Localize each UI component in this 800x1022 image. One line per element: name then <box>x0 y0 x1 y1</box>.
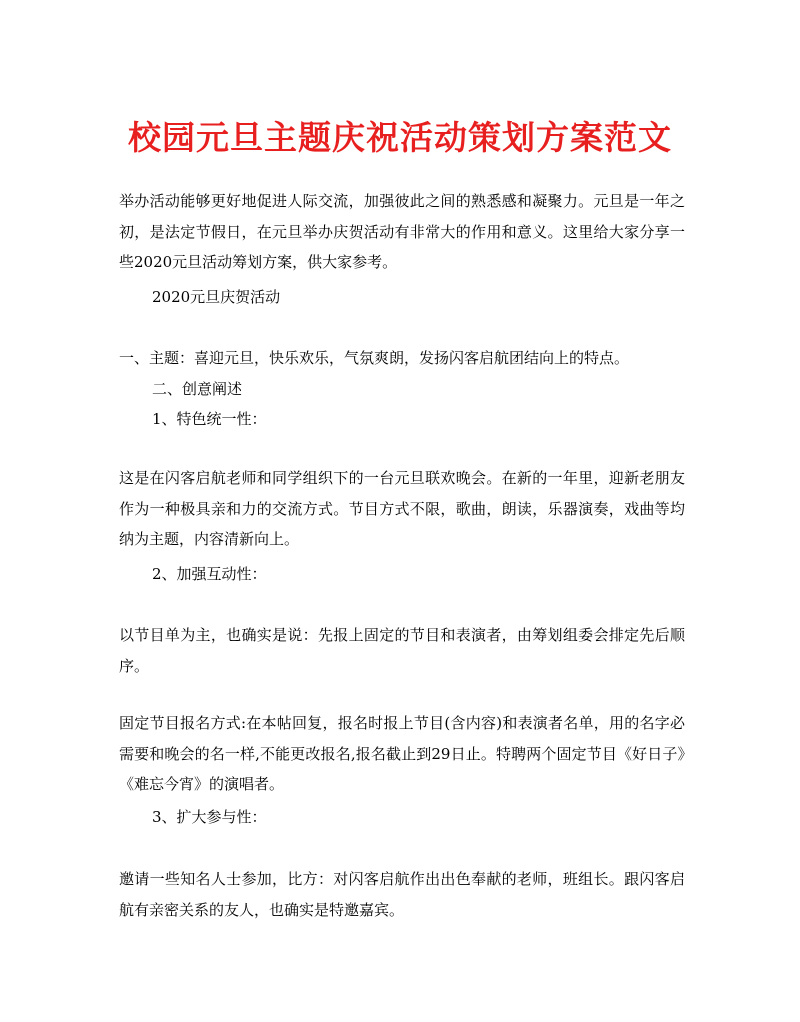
feature-paragraph: 这是在闪客启航老师和同学组织下的一台元旦联欢晚会。在新的一年里，迎新老朋友作为一种极具亲和力的交流方式。节目方式不限，歌曲，朗读，乐器演奏，戏曲等均纳为主题，内容清新向上。 <box>119 469 685 548</box>
intro-paragraph: 举办活动能够更好地促进人际交流，加强彼此之间的熟悉感和凝聚力。元旦是一年之初，是法定节假日，在元旦举办庆贺活动有非常大的作用和意义。这里给大家分享一些2020元旦活动筹划方案，供大家参考。 <box>119 192 685 271</box>
theme-paragraph: 一、主题：喜迎元旦，快乐欢乐，气氛爽朗，发扬闪客启航团结向上的特点。 <box>119 349 630 367</box>
document-title: 校园元旦主题庆祝活动策划方案范文 <box>128 118 672 157</box>
subheading-feature: 1、特色统一性： <box>152 410 267 428</box>
interaction-paragraph: 以节目单为主，也确实是说：先报上固定的节目和表演者，由筹划组委会排定先后顺序。 <box>119 626 685 675</box>
subheading-interaction: 2、加强互动性： <box>152 565 267 583</box>
participation-paragraph: 邀请一些知名人士参加，比方：对闪客启航作出出色奉献的老师，班组长。跟闪客启航有亲密关系的友人，也确实是特邀嘉宾。 <box>119 870 685 919</box>
section-heading-creative: 二、创意阐述 <box>152 380 243 398</box>
subheading-2020: 2020元旦庆贺活动 <box>152 288 281 306</box>
signup-paragraph: 固定节目报名方式:在本帖回复，报名时报上节目(含内容)和表演者名单，用的名字必需要和晚会的名一样,不能更改报名,报名截止到29日止。特聘两个固定节目《好日子》《难忘今宵》的演唱者。 <box>119 714 685 793</box>
subheading-participation: 3、扩大参与性： <box>152 808 267 826</box>
